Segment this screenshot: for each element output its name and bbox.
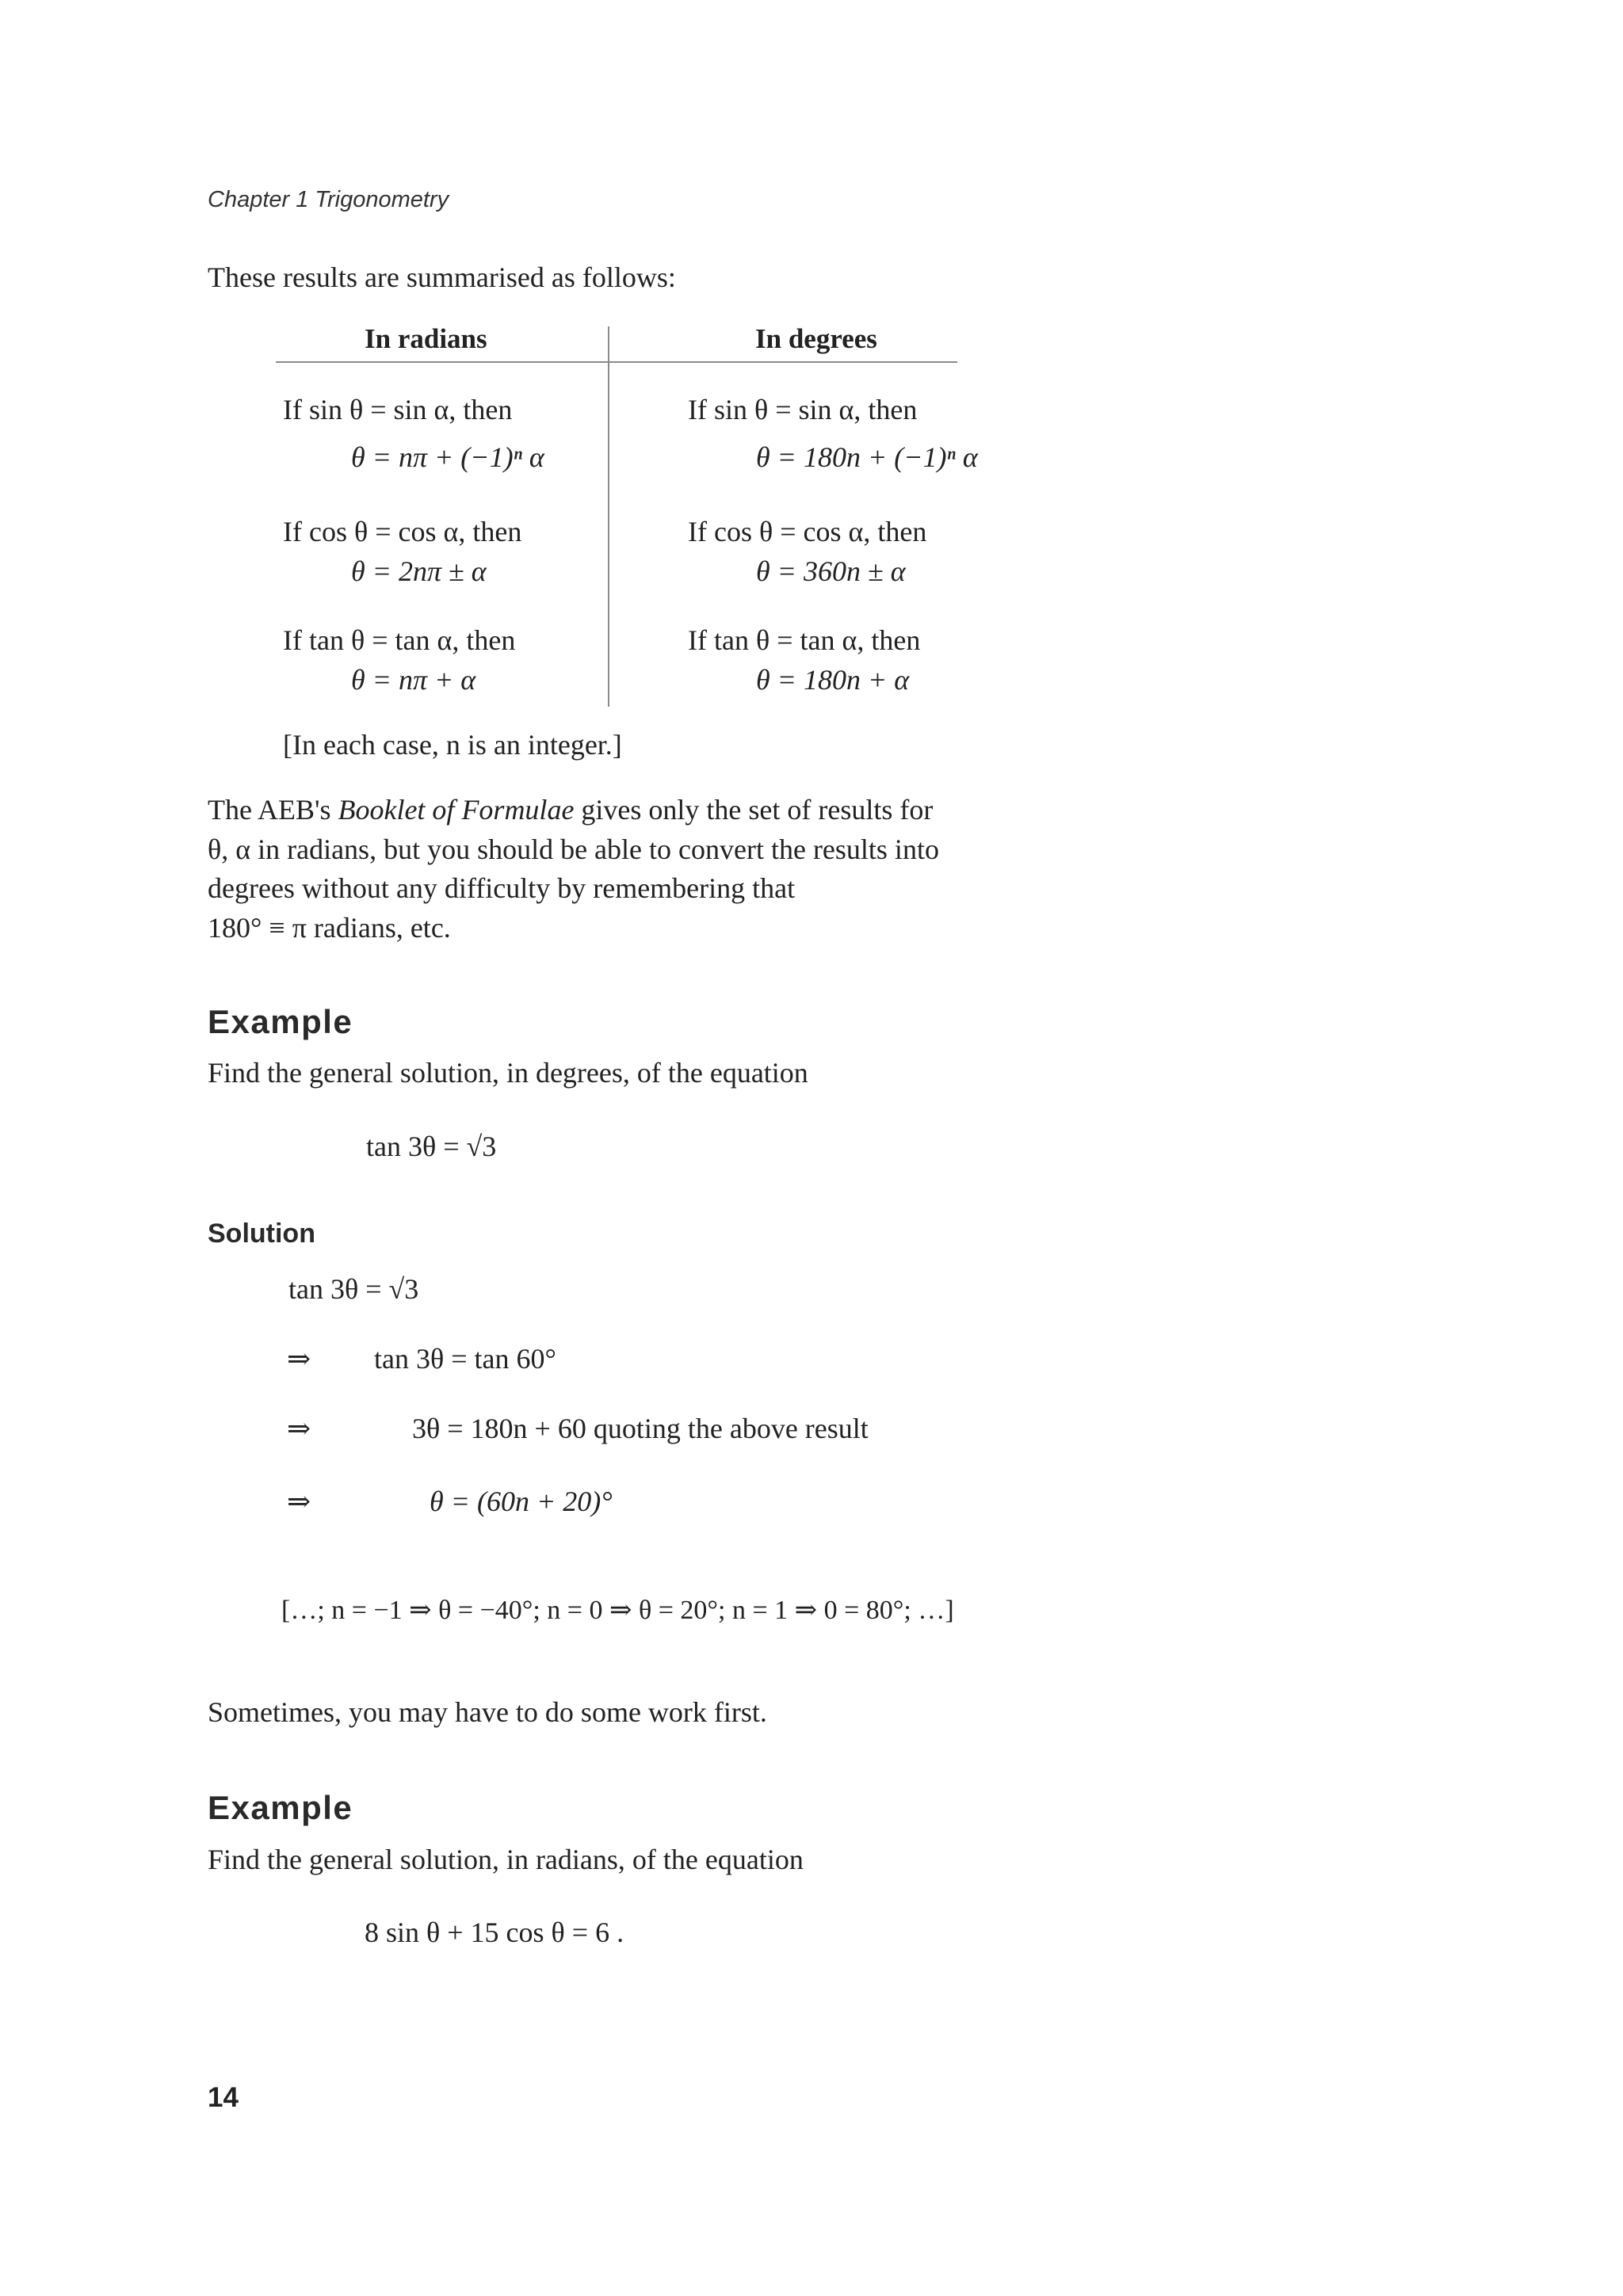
rad-sin-solution: θ = nπ + (−1)ⁿ α [351, 441, 544, 473]
transition-text: Sometimes, you may have to do some work first. [208, 1696, 767, 1728]
running-header: Chapter 1 Trigonometry [208, 187, 449, 212]
table-column-divider [608, 326, 609, 707]
table-header-rule [276, 361, 957, 363]
paragraph-line-1: The AEB's Booklet of Formulae gives only the set of results for [208, 794, 934, 826]
solution-step-3: θ = (60n + 20)° [430, 1486, 613, 1517]
integer-note: [In each case, n is an integer.] [283, 729, 622, 761]
deg-cos-condition: If cos θ = cos α, then [688, 516, 927, 547]
solution-heading: Solution [208, 1219, 315, 1249]
deg-sin-condition: If sin θ = sin α, then [688, 394, 918, 425]
implies-arrow: ⇒ [287, 1486, 311, 1517]
deg-cos-solution: θ = 360n ± α [756, 555, 906, 587]
column-header-radians: In radians [365, 323, 487, 354]
solution-step-1: tan 3θ = tan 60° [374, 1343, 556, 1375]
example-1-heading: Example [208, 1003, 353, 1040]
deg-tan-condition: If tan θ = tan α, then [688, 624, 921, 656]
solution-step-2: 3θ = 180n + 60 quoting the above result [412, 1413, 869, 1444]
rad-tan-solution: θ = nπ + α [351, 664, 476, 696]
implies-arrow: ⇒ [287, 1413, 311, 1444]
paragraph-line-2: θ, α in radians, but you should be able to convert the results into [208, 833, 939, 865]
paragraph-line-3: degrees without any difficulty by remembering that [208, 872, 796, 904]
deg-tan-solution: θ = 180n + α [756, 664, 910, 696]
intro-text: These results are summarised as follows: [208, 261, 676, 293]
example-2-question: Find the general solution, in radians, of the equation [208, 1844, 804, 1875]
page-number: 14 [208, 2082, 239, 2113]
rad-cos-condition: If cos θ = cos α, then [283, 516, 522, 547]
rad-tan-condition: If tan θ = tan α, then [283, 624, 516, 656]
solution-line-0: tan 3θ = √3 [288, 1273, 419, 1305]
deg-sin-solution: θ = 180n + (−1)ⁿ α [756, 441, 978, 473]
example-2-heading: Example [208, 1789, 353, 1826]
example-1-equation: tan 3θ = √3 [366, 1131, 497, 1162]
example-2-equation: 8 sin θ + 15 cos θ = 6 . [365, 1917, 624, 1948]
column-header-degrees: In degrees [755, 323, 877, 354]
rad-sin-condition: If sin θ = sin α, then [283, 394, 513, 425]
example-1-question: Find the general solution, in degrees, of the equation [208, 1057, 808, 1089]
implies-arrow: ⇒ [287, 1343, 311, 1375]
solution-values: […; n = −1 ⇒ θ = −40°; n = 0 ⇒ θ = 20°; n = 1 ⇒ 0 = 80°; …] [281, 1596, 954, 1625]
rad-cos-solution: θ = 2nπ ± α [351, 555, 487, 587]
paragraph-line-4: 180° ≡ π radians, etc. [208, 912, 451, 944]
